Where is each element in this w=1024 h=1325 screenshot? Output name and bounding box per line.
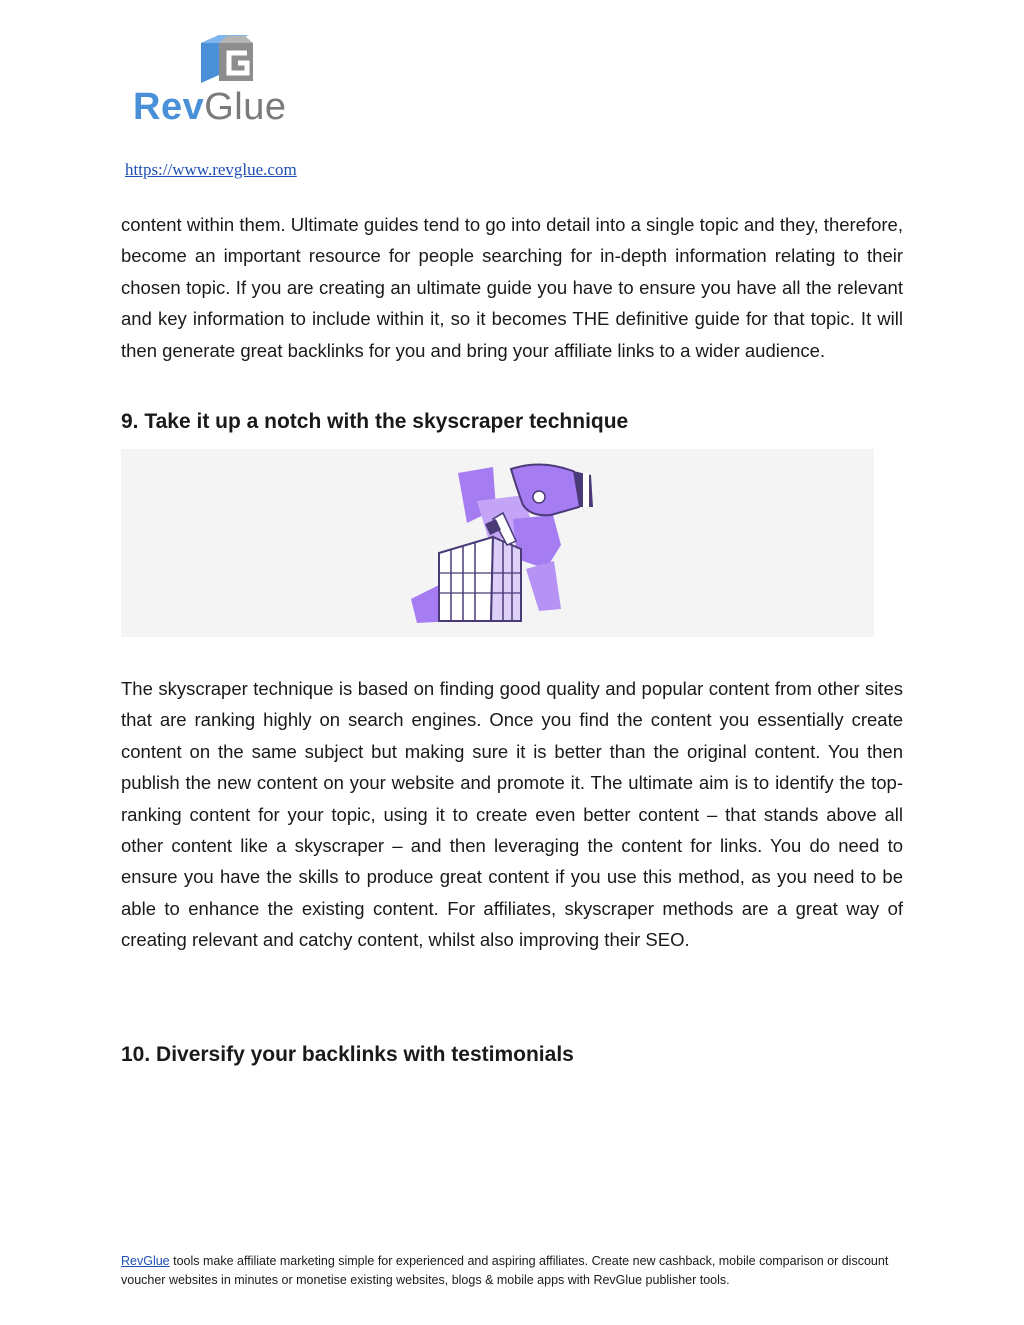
skyscraper-illustration: [121, 449, 874, 637]
logo-glue-text: Glue: [204, 86, 287, 128]
skyscraper-hand-illustration-icon: [121, 449, 874, 637]
paragraph-ultimate-guides: content within them. Ultimate guides tend to go into detail into a single topic and they, therefore, become an important resource for people searching for in-depth information relating to their chosen topic. If you are creating an ultimate guide you have to ensure you have all the relevant and key information to include within it, so it becomes THE definitive guide for that topic. It will then generate great backlinks for you and bring your affiliate links to a wider audience.: [121, 214, 903, 361]
footer-revglue-link[interactable]: RevGlue: [121, 1254, 170, 1268]
heading-testimonials: 10. Diversify your backlinks with testimonials: [121, 1043, 574, 1066]
footer-note: [121, 1252, 911, 1290]
logo-rev-text: Rev: [133, 86, 205, 128]
logo-wordmark: [133, 85, 287, 129]
revglue-logo: [133, 33, 323, 129]
paragraph-skyscraper-technique: The skyscraper technique is based on finding good quality and popular content from other sites that are ranking highly on search engines. Once you find the content you essentially create content on the same subject but making sure it is better than the original content. You then publish the new content on your website and promote it. The ultimate aim is to identify the top-ranking content for your topic, using it to create even better content – that stands above all other content like a skyscraper – and then leveraging the content for links. You do need to ensure you have the skills to produce great content if you use this method, as you need to be able to enhance the existing content. For affiliates, skyscraper methods are a great way of creating relevant and catchy content, whilst also improving their SEO.: [121, 678, 903, 951]
heading-skyscraper-technique: 9. Take it up a notch with the skyscraper technique: [121, 410, 629, 433]
revglue-g-cube-icon: [193, 33, 259, 89]
site-url-link[interactable]: https://www.revglue.com: [125, 160, 297, 179]
footer-text: tools make affiliate marketing simple for experienced and aspiring affiliates. Create new cashback, mobile comparison or discount voucher websites in minutes or monetise existing websites, blogs & mobile apps with RevGlue publisher tools.: [121, 1254, 889, 1287]
